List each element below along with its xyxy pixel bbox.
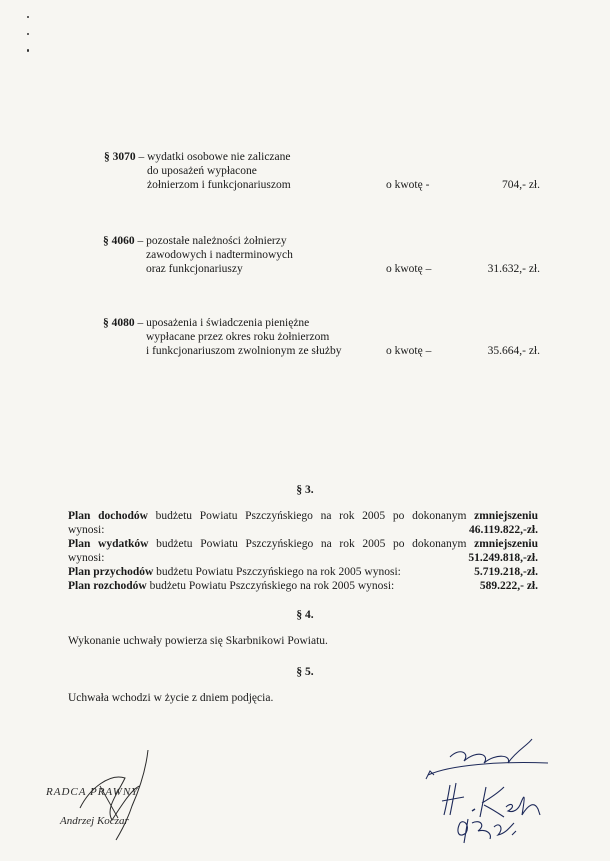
plan-dochodow-text: budżetu Powiatu Pszczyńskiego na rok 2005 po dokonanym	[155, 510, 467, 522]
wynosi-label: wynosi:	[68, 552, 105, 564]
plan-przychodow-amount: 5.719.218,-zł.	[474, 566, 538, 578]
wynosi-label: wynosi:	[68, 524, 105, 536]
kwota-label: o kwotę –	[386, 345, 432, 357]
stamp-title: RADCA PRAWNY	[46, 786, 139, 798]
section-amount: 35.664,- zł.	[487, 345, 540, 357]
kwota-label: o kwotę -	[386, 179, 430, 191]
plan-wydatkow-text: budżetu Powiatu Pszczyńskiego na rok 2005 po dokonanym	[156, 538, 467, 550]
section-line: – pozostałe należności żołnierzy	[137, 235, 287, 247]
plan-wydatkow-amount: 51.249.818,-zł.	[468, 552, 538, 564]
section-code: § 4060	[103, 235, 135, 247]
margin-speck	[27, 16, 29, 18]
section-line: – wydatki osobowe nie zaliczane	[138, 151, 291, 163]
section-line: – uposażenia i świadczenia pieniężne	[137, 317, 310, 329]
plan-dochodow-line	[68, 509, 538, 523]
paragraph-heading: § 4.	[296, 609, 314, 621]
section-line: zawodowych i nadterminowych	[146, 249, 293, 261]
plan-dochodow-amount: 46.119.822,-zł.	[469, 524, 538, 536]
plan-przychodow-label: Plan przychodów	[68, 566, 154, 578]
section-3070	[104, 150, 291, 192]
section-amount: 704,- zł.	[501, 179, 540, 191]
plan-przychodow-text: budżetu Powiatu Pszczyńskiego na rok 2005 wynosi:	[156, 566, 401, 578]
paragraph-text: Wykonanie uchwały powierza się Skarbnikowi Powiatu.	[68, 635, 328, 647]
signature-radca	[60, 748, 170, 848]
stamp-name: Andrzej Koczar	[60, 815, 129, 827]
plan-dochodow-label: Plan dochodów	[68, 510, 148, 522]
paragraph-text: Uchwała wchodzi w życie z dniem podjęcia.	[68, 692, 274, 704]
plan-wydatkow-line	[68, 537, 538, 551]
section-code: § 4080	[103, 317, 135, 329]
plan-rozchodow-amount: 589.222,- zł.	[479, 580, 538, 592]
paragraph-heading: § 5.	[296, 666, 314, 678]
section-4060	[103, 234, 293, 276]
plan-wydatkow-label: Plan wydatków	[68, 538, 149, 550]
section-code: § 3070	[104, 151, 136, 163]
section-line: żołnierzom i funkcjonariuszom	[147, 179, 291, 191]
signature-board	[420, 735, 560, 845]
section-line: do uposażeń wypłacone	[147, 165, 257, 177]
section-amount: 31.632,- zł.	[487, 263, 540, 275]
plan-dochodow-zmniejszeniu: zmniejszeniu	[474, 510, 539, 522]
kwota-label: o kwotę –	[386, 263, 432, 275]
plan-rozchodow-text: budżetu Powiatu Pszczyńskiego na rok 2005 wynosi:	[149, 580, 395, 592]
margin-speck	[27, 33, 29, 35]
plan-rozchodow-label: Plan rozchodów	[68, 580, 147, 592]
margin-speck	[27, 49, 29, 52]
plan-wydatkow-zmniejszeniu: zmniejszeniu	[474, 538, 539, 550]
section-4080	[103, 316, 341, 358]
paragraph-heading: § 3.	[296, 484, 314, 496]
section-line: oraz funkcjonariuszy	[146, 263, 243, 275]
section-line: wypłacane przez okres roku żołnierzom	[146, 331, 330, 343]
plan-block	[68, 509, 538, 593]
section-line: i funkcjonariuszom zwolnionym ze służby	[146, 345, 342, 357]
